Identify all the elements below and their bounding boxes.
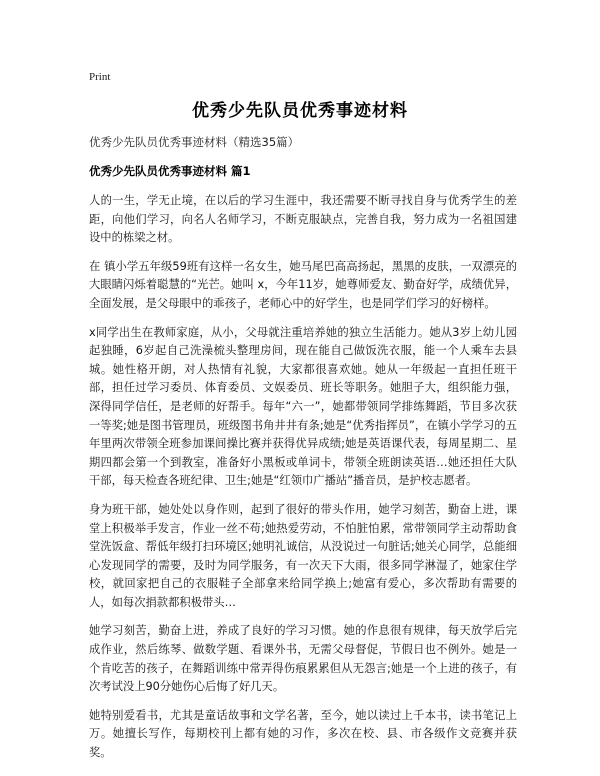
document-title: 优秀少先队员优秀事迹材料 <box>192 101 408 121</box>
document-body <box>89 134 517 773</box>
paragraph-3: x同学出生在教师家庭，从小，父母就注重培养她的独立生活能力。她从3岁上幼儿园起独睡，6岁起自己洗澡梳头整理房间，现在能自己做饭洗衣服，能一个人乘车去县城。她性格开朗，对人热情有礼貌，大家都很喜欢她。她从一年级起一直担任班干部，担任过学习委员、体育委员、文娱委员、班长等职务。她胆子大，组织能力强，深得同学信任，是老师的好帮手。每年“六一”，她都带领同学排练舞蹈，节目多次获一等奖;她是图书管理员，班级图书角井井有条;她是“优秀指挥员”，在镇小学学习的五年里两次带领全班参加课间操比赛并获得优异成绩;她是英语课代表，每周星期二、星期四都会第一个到教室，准备好小黑板或单词卡，带领全班朗读英语…她还担任大队干部，每天检查各班纪律、卫生;她是“红领巾广播站”播音员，是护校志愿者。 <box>89 325 517 488</box>
paragraph-6: 她特别爱看书，尤其是童话故事和文学名著，至今，她以读过上千本书，读书笔记上万。她擅长写作，每期校刊上都有她的习作，多次在校、县、市各级作文竞赛并获奖。 <box>89 708 517 760</box>
paragraph-1: 人的一生，学无止境，在以后的学习生涯中，我还需要不断寻找自身与优秀学生的差距，向他们学习，向名人名师学习，不断克服缺点，完善自我，努力成为一名祖国建设中的栋梁之材。 <box>89 194 517 245</box>
paragraph-2: 在 镇小学五年级59班有这样一名女生，她马尾巴高高扬起，黑黑的皮肤，一双漂亮的大眼睛闪烁着聪慧的“光芒。她叫 x，今年11岁，她尊师爱友、勤奋好学，成绩优异，全面发展，是父母眼中的乖孩子，老师心中的好学生，也是同学们学习的好榜样。 <box>89 259 517 310</box>
paragraph-5: 她学习刻苦，勤奋上进，养成了良好的学习习惯。她的作息很有规律，每天放学后完成作业，然后练琴、做数学题、看课外书，无需父母督促，节假日也不例外。她是一个肯吃苦的孩子，在舞蹈训练中常弄得伤痕累累但从无怨言;她是一个上进的孩子，有次考试没上90分她伤心后悔了好几天。 <box>89 624 517 694</box>
paragraph-4: 身为班干部，她处处以身作则，起到了很好的带头作用，她学习刻苦，勤奋上进，课堂上积极举手发言，作业一丝不苟;她热爱劳动，不怕脏怕累，常带领同学主动帮助食堂洗饭盒、帮低年级打扫环境区;她明礼诚信，从没说过一句脏话;她关心同学，总能细心发现同学的需要，及时为同学服务，有一次天下大雨，很多同学淋湿了，她家住学校，就回家把自己的衣服鞋子全部拿来给同学换上;她富有爱心，多次帮助有需要的人，如每次捐款都积极带头… <box>89 502 517 609</box>
section-heading: 优秀少先队员优秀事迹材料 篇1 <box>89 164 251 178</box>
print-label: Print <box>89 71 111 83</box>
document-subtitle: 优秀少先队员优秀事迹材料（精选35篇） <box>89 135 300 149</box>
